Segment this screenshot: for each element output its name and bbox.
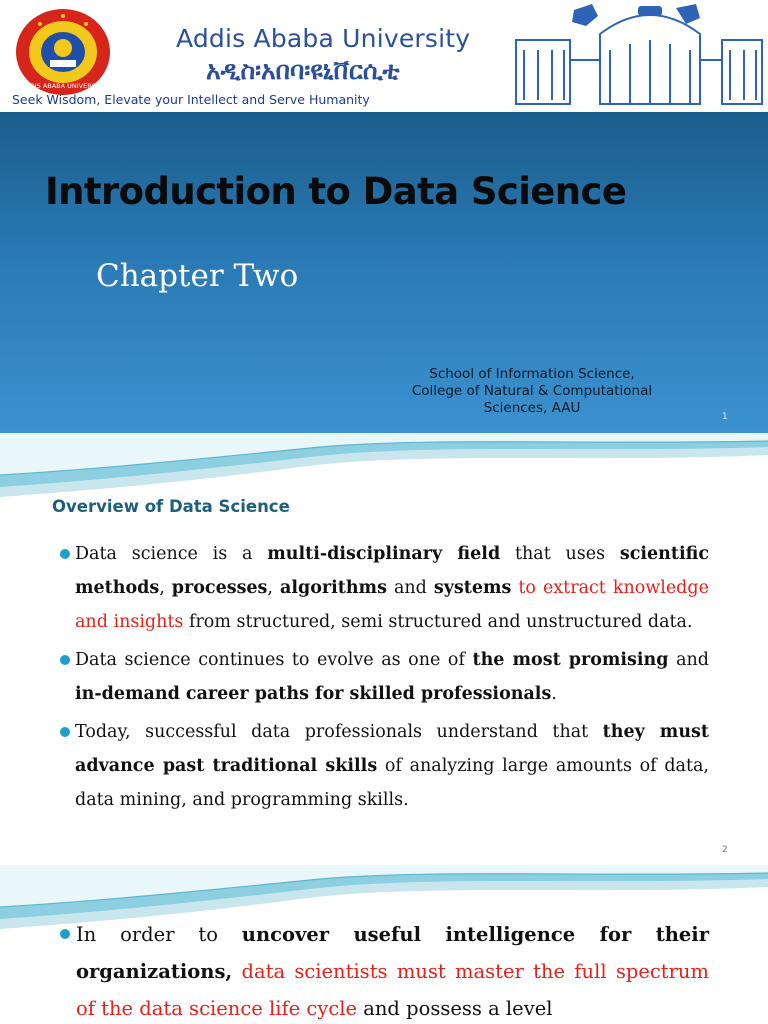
bullet-list (60, 537, 709, 821)
slide-subtitle: Chapter Two (96, 258, 299, 294)
bullet-item: Data science continues to evolve as one of the most promising and in-demand career paths for skilled professionals. (60, 643, 709, 711)
bullet-list (60, 916, 709, 1024)
affiliation-line: School of Information Science, (429, 366, 635, 382)
university-building-icon (510, 0, 768, 112)
university-name-english: Addis Ababa University (176, 24, 471, 53)
university-name-amharic: አዲስ፡አበባ፡ዩኒቨርሲቲ (206, 56, 400, 85)
bullet-dot-icon (60, 929, 70, 939)
logo-text: ADDIS ABABA UNIVERSITY (20, 82, 106, 90)
bullet-dot-icon (60, 549, 70, 559)
slide-title: Introduction to Data Science (45, 170, 627, 213)
university-seal-icon (14, 8, 112, 96)
university-header-banner (0, 0, 768, 112)
bullet-dot-icon (60, 727, 70, 737)
content-slide (0, 865, 768, 1024)
affiliation-block (396, 366, 668, 417)
bullet-item: In order to uncover useful intelligence for their organizations, data scientists must master the full spectrum of the data science life cycle and possess a level (60, 916, 709, 1024)
affiliation-line: College of Natural & Computational (411, 383, 653, 399)
page-number: 1 (722, 412, 728, 422)
decorative-wave (0, 433, 768, 505)
university-motto: Seek Wisdom, Elevate your Intellect and Serve Humanity (12, 92, 370, 107)
bullet-item: Today, successful data professionals understand that they must advance past traditional skills of analyzing large amounts of data, data mining, and programming skills. (60, 715, 709, 817)
affiliation-line: Sciences, AAU (483, 400, 581, 416)
slide-heading: Overview of Data Science (52, 497, 290, 516)
page-number: 2 (722, 845, 728, 855)
title-slide (0, 112, 768, 433)
bullet-dot-icon (60, 655, 70, 665)
bullet-item: Data science is a multi-disciplinary field that uses scientific methods, processes, algorithms and systems to extract knowledge and insights from structured, semi structured and unstructured data. (60, 537, 709, 639)
content-slide (0, 433, 768, 865)
